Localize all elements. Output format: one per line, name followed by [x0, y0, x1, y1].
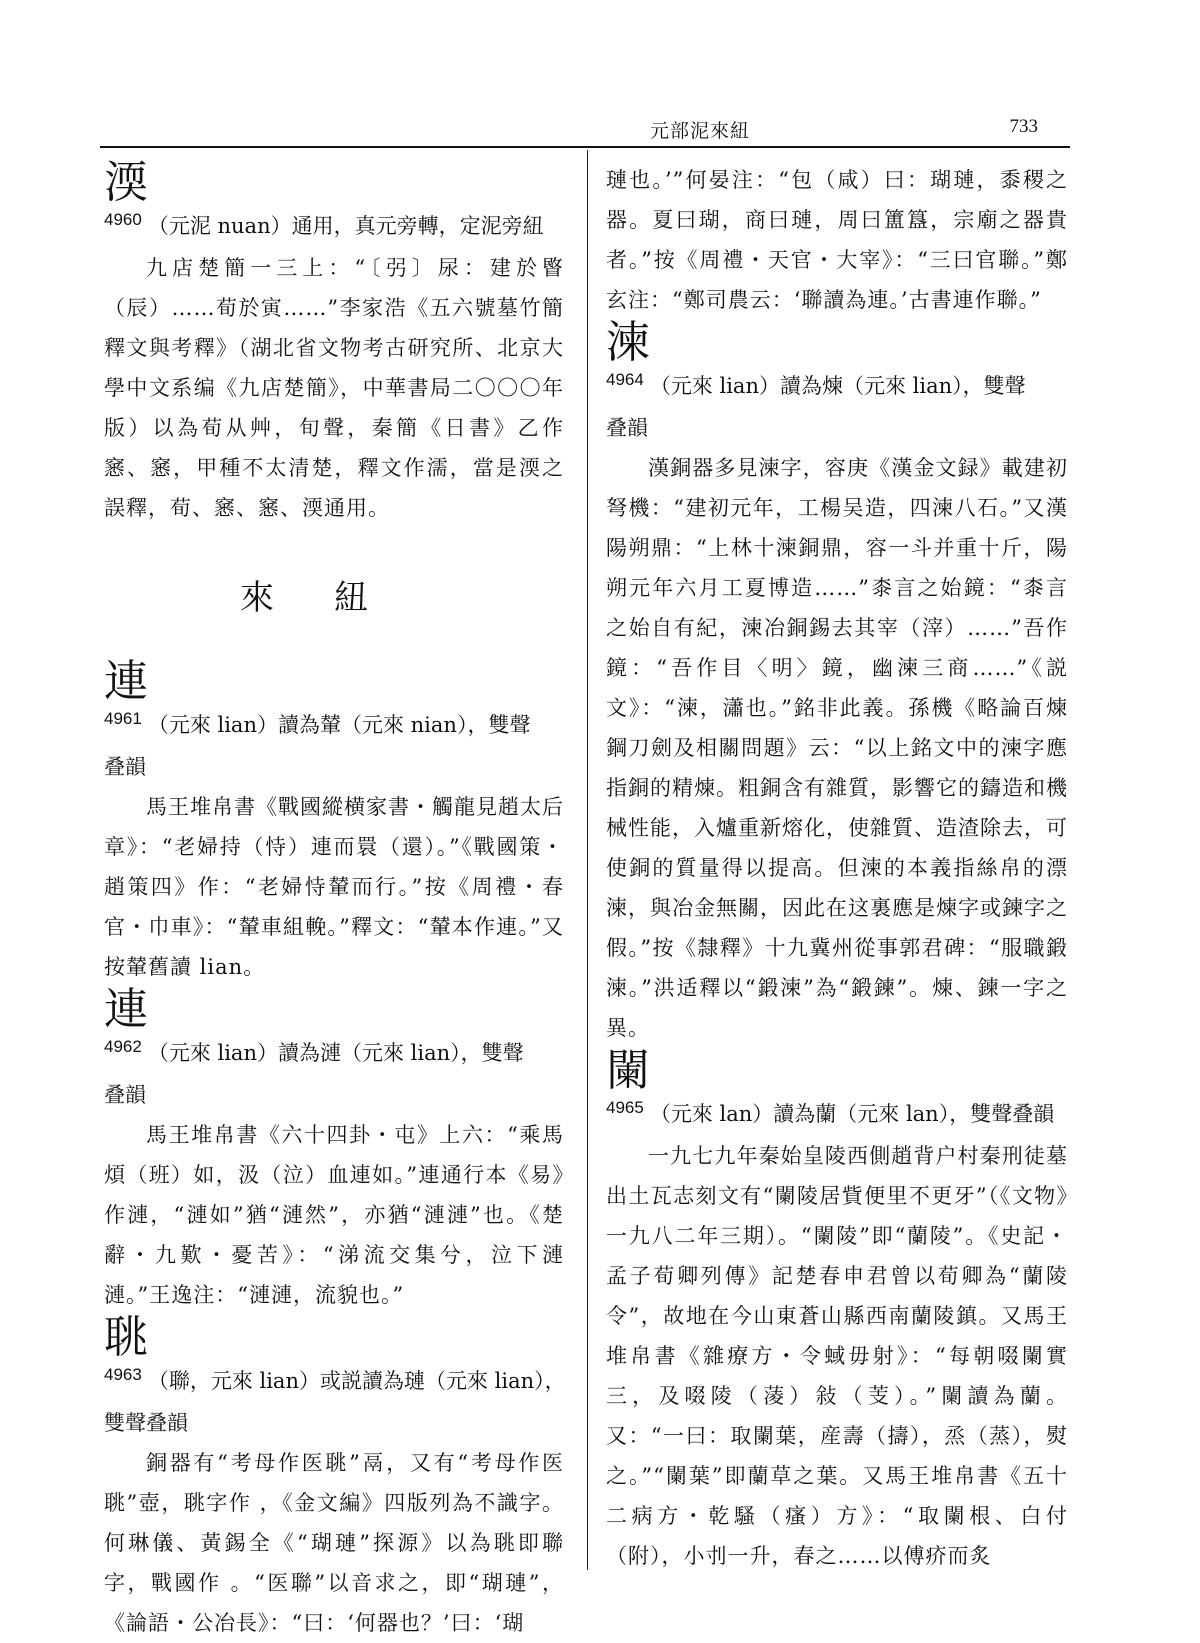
section-title: 來紐: [240, 578, 428, 618]
entry-phonology: （元來 lian）讀為漣（元來 lian），雙聲: [147, 1041, 524, 1065]
page-number: 733: [1009, 116, 1038, 137]
entry-phonology: （聯，元來 lian）或説讀為璉（元來 lian），: [147, 1369, 566, 1393]
entry-info: [104, 1033, 564, 1075]
entry-number: 4965: [606, 1098, 644, 1117]
entry-info: [104, 705, 564, 747]
entry-number: 4960: [104, 210, 142, 229]
entry-phonology-cont: 叠韻: [104, 755, 146, 779]
left-column: [104, 157, 566, 1643]
entry-phonology-cont: 雙聲叠韻: [104, 1411, 188, 1435]
entry-text: 馬王堆帛書《六十四卦・屯》上六：“乘馬煩（班）如，汲（泣）血連如。”連通行本《易》作漣，“漣如”猶“漣然”，亦猶“漣漣”也。《楚辭・九歎・憂苦》：“涕流交集兮，泣下漣漣。”王逸注：“漣漣，流貌也。”: [104, 1123, 564, 1307]
entry-phonology: （元來 lian）讀為煉（元來 lian），雙聲: [649, 374, 1026, 398]
entry-info: [606, 366, 1068, 408]
entry-info: [104, 206, 564, 248]
entry-number: 4961: [104, 709, 142, 728]
entry-phonology: （元來 lian）讀為輦（元來 nian），雙聲: [147, 713, 531, 737]
entry-number: 4963: [104, 1365, 142, 1384]
entry-info: [104, 1361, 564, 1403]
entry-text: 一九七九年秦始皇陵西側趙背户村秦刑徒墓出土瓦志刻文有“闌陵居貲便里不更牙”（《文物》一九八二年三期）。“闌陵”即“蘭陵”。《史記・孟子荀卿列傳》記楚春申君曾以荀卿為“蘭陵令”，故地在今山東蒼山縣西南蘭陵鎮。又馬王堆帛書《雜療方・令蜮毋射》：“每朝啜闌實三，及啜陵（蓤）敍（芰）。”闌讀為蘭。又：“一曰：取闌葉，産壽（擣），烝（蒸），熨之。”“闌葉”即蘭草之葉。又馬王堆帛書《五十二病方・乾騷（瘙）方》：“取闌根、白付（附），小刌一升，春之……以傅疥而炙: [606, 1144, 1068, 1568]
page-header: [100, 96, 1070, 148]
entry-headword: 闌: [606, 1045, 650, 1096]
entry-text-continued: 璉也。’”何晏注：“包（咸）曰：瑚璉，黍稷之器。夏曰瑚，商曰璉，周曰簠簋，宗廟之器貴者。”按《周禮・天官・大宰》：“三曰官聯。”鄭玄注：“鄭司農云：‘聯讀為連。’古書連作聯。”: [606, 168, 1068, 312]
entry-phonology-cont: 叠韻: [606, 416, 648, 440]
entry-text: 九店楚簡一三上：“〔弜〕尿：建於睯（辰）……荀於寅……”李家浩《五六號墓竹簡釋文與考釋》（湖北省文物考古研究所、北京大學中文系编《九店楚簡》，中華書局二〇〇〇年版）以為荀从艸，旬聲，秦簡《日書》乙作窸、窸，甲種不太清楚，釋文作濡，當是渜之誤釋，荀、窸、窸、渜通用。: [104, 256, 564, 520]
entry-text: 馬王堆帛書《戰國縱横家書・觸龍見趙太后章》：“老婦持（恃）連而睘（還）。”《戰國策・趙策四》作：“老婦恃輦而行。”按《周禮・春官・巾車》：“輦車組輓。”釋文：“輦本作連。”又按輦舊讀 lian。: [104, 795, 564, 979]
entry-headword: 聎: [104, 1312, 148, 1363]
entry-headword: 連: [104, 984, 148, 1035]
entry-text: 銅器有“考母作医聎”鬲，又有“考母作医聎”壺，聎字作 ，《金文編》四版列為不識字。何琳儀、黃錫全《“瑚璉”探源》以為聎即聯字，戰國作 。“医聯”以音求之，即“瑚璉”，《論語・公冶長》：“曰：‘何器也？’曰：‘瑚: [104, 1451, 564, 1635]
running-title: 元部泥來紐: [649, 120, 750, 142]
right-column: [606, 160, 1068, 1576]
entry-number: 4962: [104, 1037, 142, 1056]
entry-info: [606, 1094, 1068, 1136]
entry-phonology: （元來 lan）讀為蘭（元來 lan），雙聲叠韻: [649, 1102, 1055, 1126]
entry-text: 漢銅器多見湅字，容庚《漢金文録》載建初弩機：“建初元年，工楊吴造，四湅八石。”又漢陽朔鼎：“上林十湅銅鼎，容一斗并重十斤，陽朔元年六月工夏博造……”桼言之始鏡：“桼言之始自有紀，湅冶銅錫去其宰（滓）……”吾作鏡：“吾作目〈明〉鏡，幽湅三商……”《説文》：“湅，瀟也。”銘非此義。孫機《略論百煉鋼刀劍及相關問題》云：“以上銘文中的湅字應指銅的精煉。粗銅含有雜質，影響它的鑄造和機械性能，入爐重新熔化，使雜質、造渣除去，可使銅的質量得以提高。但湅的本義指絲帛的漂湅，與冶金無關，因此在这裏應是煉字或鍊字之假。”按《隸釋》十九冀州從事郭君碑：“服職鍛湅。”洪适釋以“鍛湅”為“鍛鍊”。煉、鍊一字之異。: [606, 456, 1068, 1040]
column-divider: [587, 150, 588, 1570]
entry-headword: 渜: [104, 157, 148, 208]
entry-phonology: （元泥 nuan）通用，真元旁轉，定泥旁紐: [147, 214, 544, 238]
entry-phonology-cont: 叠韻: [104, 1083, 146, 1107]
entry-headword: 連: [104, 656, 148, 707]
entry-headword: 湅: [606, 317, 650, 368]
entry-number: 4964: [606, 370, 644, 389]
